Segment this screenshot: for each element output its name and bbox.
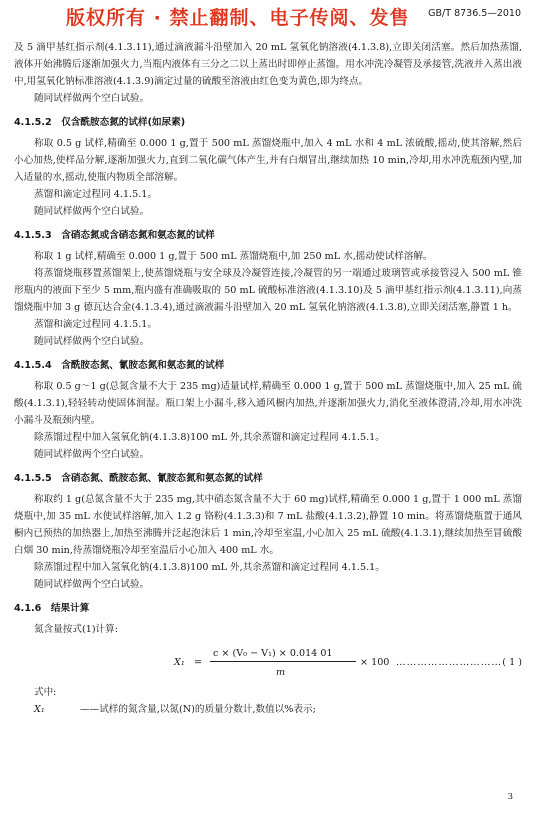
paragraph: 除蒸馏过程中加入氢氧化钠(4.1.3.8)100 mL 外,其余蒸馏和滴定过程同 4.1.5.1。 xyxy=(34,562,385,573)
standard-number: GB/T 8736.5—2010 xyxy=(428,8,521,19)
variable-definition xyxy=(14,701,522,718)
paragraph: 将蒸馏烧瓶移置蒸馏架上,使蒸馏烧瓶与安全球及冷凝管连接,冷凝管的另一端通过玻璃管或承接管浸入 500 mL 锥形瓶内的液面下至少 5 mm,瓶内盛有准确吸取的 50 mL 硫酸标准溶液(4.1.3.10)及 5 滴甲基红指示剂(4.1.3.11),向蒸馏烧瓶中加 3 g 德瓦达合金(4.1.3.4),通过滴液漏斗沿壁加入 20 mL 氢氧化钠溶液(4.1.3.8),立即关闭活塞,静置 1 h。 xyxy=(14,268,522,313)
section-heading: 4.1.5.5 含硝态氮、酰胺态氮、氰胺态氮和氨态氮的试样 xyxy=(14,473,263,484)
paragraph: 称取 0.5 g～1 g(总氮含量不大于 235 mg)适量试样,精确至 0.000 1 g,置于 500 mL 蒸馏烧瓶中,加入 25 mL 硫酸(4.1.3.1),轻轻转动使固体润湿。瓶口架上小漏斗,移入通风橱内加热,并逐渐加强火力,消化至液体澄清,冷却,用水冲洗小漏斗及瓶颈内壁。 xyxy=(14,381,522,426)
blank-test-note: 随同试样做两个空白试验。 xyxy=(34,93,150,104)
paragraph: 及 5 滴甲基红指示剂(4.1.3.11),通过滴液漏斗沿壁加入 20 mL 氢氧化钠溶液(4.1.3.8),立即关闭活塞。然后加热蒸馏,液体开始沸腾后逐渐加强火力,当瓶内液体有三分之二以上蒸出时即停止蒸馏。用水冲洗冷凝管及承接管,洗液并入蒸出液中,用氢氧化钠标准溶液(4.1.3.9)滴定过量的硫酸至溶液由红色变为黄色,即为终点。 xyxy=(14,42,522,87)
paragraph: 除蒸馏过程中加入氢氧化钠(4.1.3.8)100 mL 外,其余蒸馏和滴定过程同 4.1.5.1。 xyxy=(34,432,385,443)
formula-lhs: X₁ xyxy=(174,657,185,668)
blank-test-note: 随同试样做两个空白试验。 xyxy=(34,579,150,590)
section-heading: 4.1.6 结果计算 xyxy=(14,603,90,614)
section-heading: 4.1.5.2 仅含酰胺态氮的试样(如尿素) xyxy=(14,117,186,128)
formula-leader-dots: ………………………… xyxy=(396,657,502,668)
formula-equals: = xyxy=(194,657,203,668)
formula-1 xyxy=(14,642,522,682)
blank-test-note: 随同试样做两个空白试验。 xyxy=(34,449,150,460)
paragraph: 称取 0.5 g 试样,精确至 0.000 1 g,置于 500 mL 蒸馏烧瓶中,加入 4 mL 水和 4 mL 浓硫酸,摇动,使其溶解,然后小心加热,使样品分解,逐渐加强火力,直到二氧化碳气体产生,并有白烟冒出,继续加热 10 min,冷却,用水冲洗瓶颈内壁,加入适量的水,摇动,使瓶内物质全部溶解。 xyxy=(14,138,522,183)
formula-denominator: m xyxy=(276,667,286,678)
section-heading: 4.1.5.4 含酰胺态氮、氰胺态氮和氨态氮的试样 xyxy=(14,360,225,371)
blank-test-note: 随同试样做两个空白试验。 xyxy=(34,336,150,347)
copyright-watermark: 版权所有 · 禁止翻制、电子传阅、发售 xyxy=(66,7,410,29)
where-label: 式中: xyxy=(34,687,57,698)
formula-multiplier: × 100 xyxy=(360,657,390,668)
paragraph: 蒸馏和滴定过程同 4.1.5.1。 xyxy=(34,319,157,330)
document-body xyxy=(14,39,522,718)
paragraph: 氮含量按式(1)计算: xyxy=(34,624,118,635)
section-heading: 4.1.5.3 含硝态氮或含硝态氮和氨态氮的试样 xyxy=(14,230,215,241)
formula-numerator: c × (V₀ − V₁) × 0.014 01 xyxy=(213,648,333,659)
variable-description: ——试样的氮含量,以氮(N)的质量分数计,数值以%表示; xyxy=(80,704,316,715)
fraction-bar xyxy=(210,661,356,662)
variable-symbol: X₁ xyxy=(34,704,45,715)
paragraph: 称取 1 g 试样,精确至 0.000 1 g,置于 500 mL 蒸馏烧瓶中,加 250 mL 水,摇动使试样溶解。 xyxy=(34,251,433,262)
page-number: 3 xyxy=(507,792,513,802)
blank-test-note: 随同试样做两个空白试验。 xyxy=(34,206,150,217)
formula-number: ( 1 ) xyxy=(502,657,522,668)
paragraph: 称取约 1 g(总氮含量不大于 235 mg,其中硝态氮含量不大于 60 mg)试样,精确至 0.000 1 g,置于 1 000 mL 蒸馏烧瓶中,加 35 mL 水使试样溶解,加入 1.2 g 铬粉(4.1.3.3)和 7 mL 盐酸(4.1.3.2),静置 10 min。将蒸馏烧瓶置于通风橱内已预热的加热器上,加热至沸腾并泛起泡沫后 1 min,冷却至室温,小心加入 25 mL 硫酸(4.1.3.1),继续加热至冒硫酸白烟 30 min,待蒸馏烧瓶冷却至室温后小心加入 400 mL 水。 xyxy=(14,494,522,556)
paragraph: 蒸馏和滴定过程同 4.1.5.1。 xyxy=(34,189,157,200)
